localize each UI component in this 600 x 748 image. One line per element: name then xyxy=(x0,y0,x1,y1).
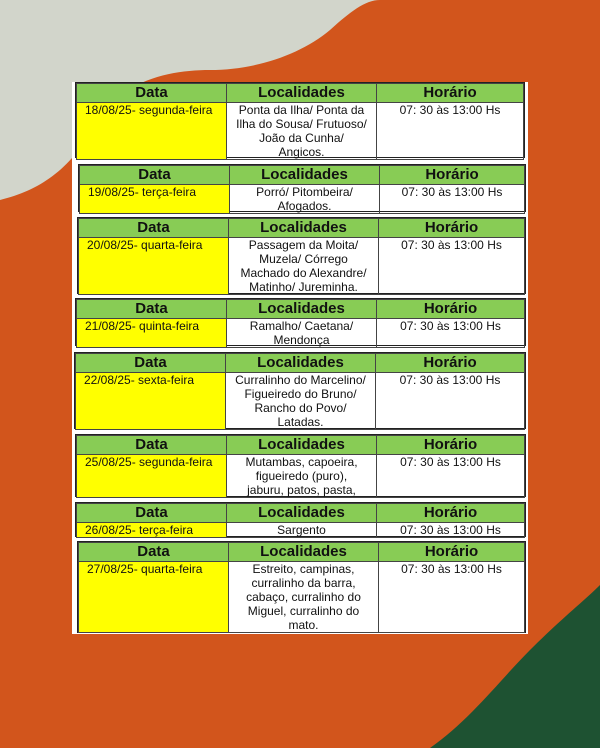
header-horario: Horário xyxy=(376,354,525,373)
locations-cell: Ponta da Ilha/ Ponta da Ilha do Sousa/ Frutuoso/ João da Cunha/ Angicos. xyxy=(227,103,377,160)
locations-cell: Curralinho do Marcelino/ Figueiredo do Bruno/ Rancho do Povo/ Latadas. xyxy=(226,373,376,430)
time-cell: 07: 30 às 13:00 Hs xyxy=(377,319,525,348)
header-data: Data xyxy=(77,436,227,455)
header-horario: Horário xyxy=(377,84,524,103)
header-data: Data xyxy=(79,543,229,562)
time-cell: 07: 30 às 13:00 Hs xyxy=(377,455,525,498)
header-localidades: Localidades xyxy=(227,436,377,455)
header-data: Data xyxy=(80,166,230,185)
date-cell: 19/08/25- terça-feira xyxy=(80,185,230,214)
schedule-block-1 xyxy=(75,82,525,158)
header-horario: Horário xyxy=(377,436,525,455)
schedule-block-4 xyxy=(75,298,526,346)
schedule-block-7 xyxy=(75,502,526,537)
time-cell: 07: 30 às 13:00 Hs xyxy=(379,238,525,295)
schedule-block-6 xyxy=(75,434,526,497)
locations-cell: Sargento xyxy=(227,523,377,538)
schedule-table xyxy=(76,299,525,348)
header-localidades: Localidades xyxy=(229,219,379,238)
header-horario: Horário xyxy=(380,166,525,185)
header-data: Data xyxy=(77,84,227,103)
time-cell: 07: 30 às 13:00 Hs xyxy=(377,103,524,160)
time-cell: 07: 30 às 13:00 Hs xyxy=(377,523,525,538)
header-horario: Horário xyxy=(379,543,525,562)
header-data: Data xyxy=(77,504,227,523)
schedule-block-3 xyxy=(77,217,526,294)
schedule-block-5 xyxy=(74,352,526,429)
schedule-table xyxy=(76,435,525,498)
header-localidades: Localidades xyxy=(229,543,379,562)
header-horario: Horário xyxy=(377,300,525,319)
locations-cell: Estreito, campinas, curralinho da barra, cabaço, curralinho do Miguel, curralinho do mato. xyxy=(229,562,379,633)
schedule-table xyxy=(78,218,525,295)
header-data: Data xyxy=(79,219,229,238)
time-cell: 07: 30 às 13:00 Hs xyxy=(379,562,525,633)
schedule-table xyxy=(79,165,525,214)
header-horario: Horário xyxy=(379,219,525,238)
date-cell: 27/08/25- quarta-feira xyxy=(79,562,229,633)
header-localidades: Localidades xyxy=(230,166,380,185)
header-localidades: Localidades xyxy=(227,300,377,319)
date-cell: 26/08/25- terça-feira xyxy=(77,523,227,538)
schedule-table xyxy=(75,353,525,430)
time-cell: 07: 30 às 13:00 Hs xyxy=(376,373,525,430)
date-cell: 22/08/25- sexta-feira xyxy=(76,373,226,430)
header-data: Data xyxy=(76,354,226,373)
locations-cell: Passagem da Moita/ Muzela/ Córrego Machado do Alexandre/ Matinho/ Jureminha. xyxy=(229,238,379,295)
header-localidades: Localidades xyxy=(227,84,377,103)
locations-cell: Ramalho/ Caetana/ Mendonça xyxy=(227,319,377,348)
date-cell: 18/08/25- segunda-feira xyxy=(77,103,227,160)
date-cell: 20/08/25- quarta-feira xyxy=(79,238,229,295)
schedule-block-2 xyxy=(78,164,526,212)
schedule-block-8 xyxy=(77,541,526,633)
time-cell: 07: 30 às 13:00 Hs xyxy=(380,185,525,214)
locations-cell: Mutambas, capoeira, figueiredo (puro), jaburu, patos, pasta, xyxy=(227,455,377,498)
header-localidades: Localidades xyxy=(226,354,376,373)
date-cell: 25/08/25- segunda-feira xyxy=(77,455,227,498)
header-localidades: Localidades xyxy=(227,504,377,523)
schedule-table xyxy=(76,83,524,160)
header-horario: Horário xyxy=(377,504,525,523)
header-data: Data xyxy=(77,300,227,319)
locations-cell: Porró/ Pitombeira/ Afogados. xyxy=(230,185,380,214)
date-cell: 21/08/25- quinta-feira xyxy=(77,319,227,348)
schedule-table xyxy=(78,542,525,633)
schedule-table xyxy=(76,503,525,538)
